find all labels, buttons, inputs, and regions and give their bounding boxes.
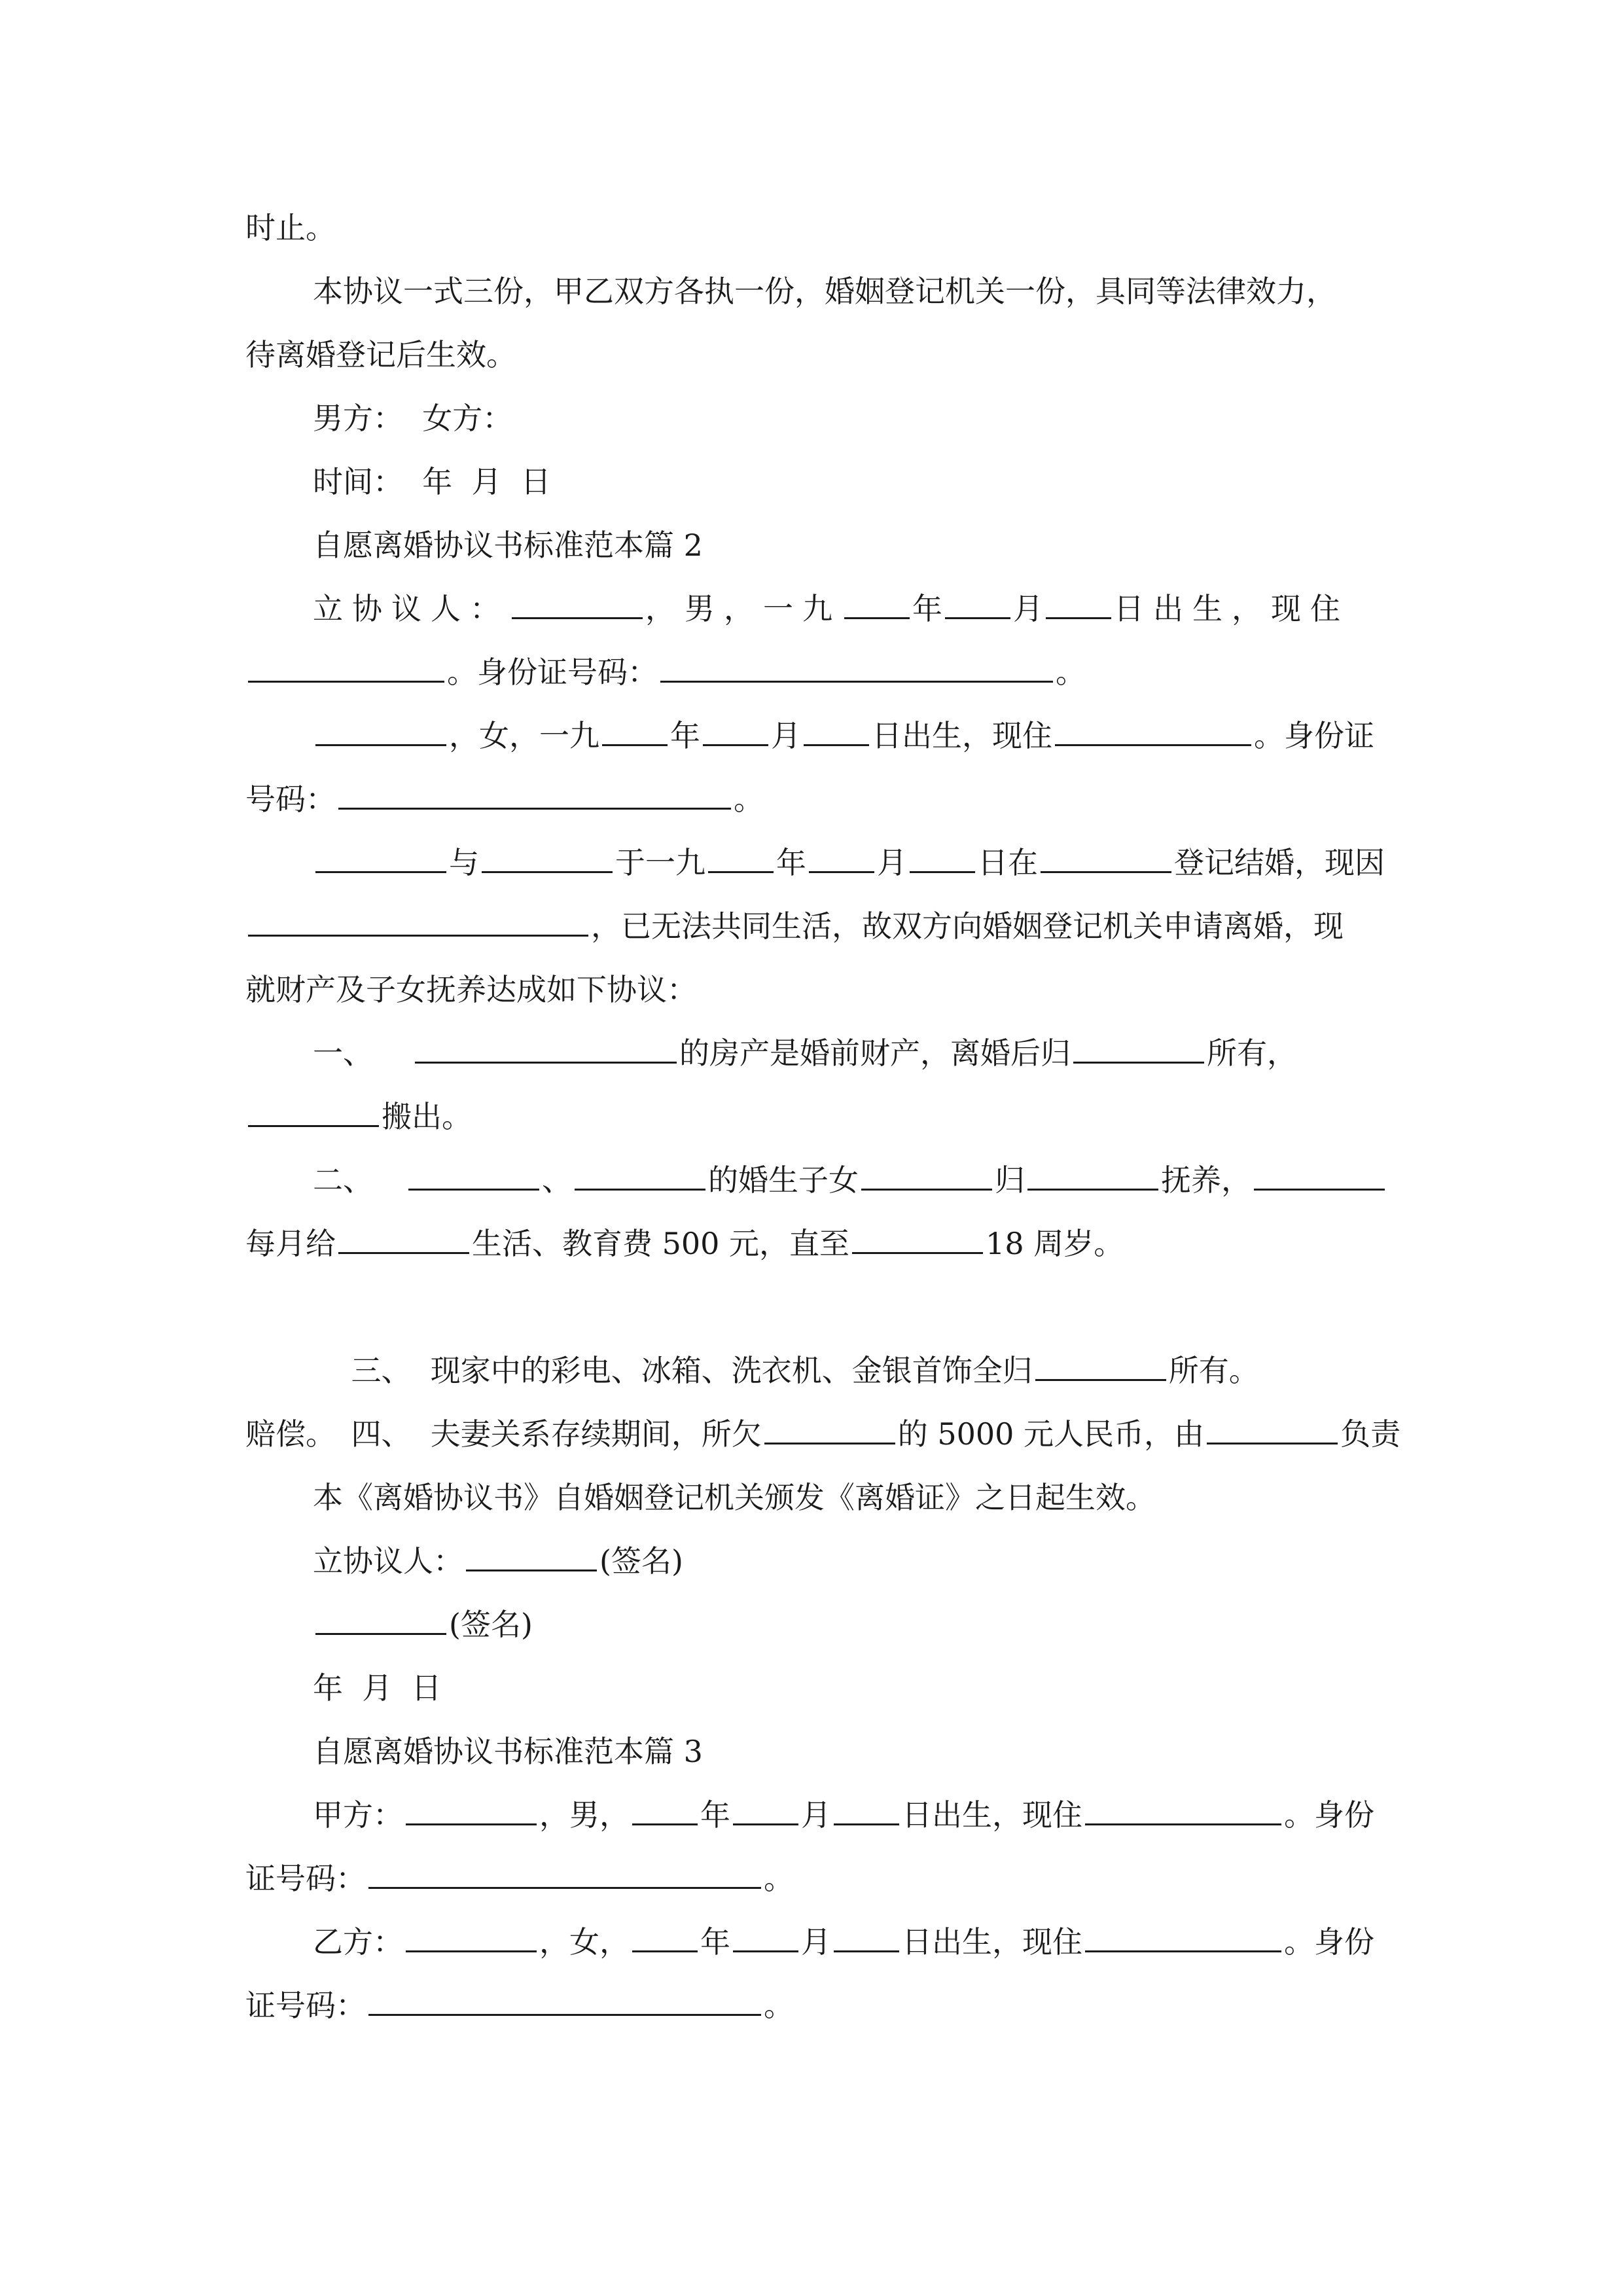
blank-field[interactable] — [733, 1797, 798, 1825]
blank-field[interactable] — [482, 845, 613, 873]
section-heading-2: 自愿离婚协议书标准范本篇 2 — [313, 528, 703, 563]
blank-field[interactable] — [834, 1797, 899, 1825]
effective-clause: 本《离婚协议书》自婚姻登记机关颁发《离婚证》之日起生效。 — [313, 1480, 1156, 1515]
party-a-line: 甲方： ，男， 年 月 日出生，现住 。身份 — [313, 1797, 1374, 1833]
blank-field[interactable] — [512, 591, 643, 619]
text-line-3: 待离婚登记后生效。 — [245, 337, 516, 372]
party-line-female-cont: 号码： 。 — [245, 781, 764, 817]
blank-field[interactable] — [733, 1924, 798, 1952]
agreement-intro: 就财产及子女抚养达成如下协议： — [245, 972, 697, 1007]
blank-field[interactable] — [415, 1035, 677, 1064]
blank-field[interactable] — [315, 718, 446, 746]
document-page — [245, 196, 1423, 2037]
marriage-line-cont: ，已无法共同生活，故双方向婚姻登记机关申请离婚，现 — [245, 895, 1423, 958]
blank-field[interactable] — [1046, 591, 1111, 619]
text-line-1: 时止。 — [245, 210, 336, 245]
blank-field[interactable] — [1254, 1162, 1385, 1191]
party-line-male: 立协议人： ，男，一九 年 月 日出生，现住 — [313, 591, 1349, 626]
signer-line-1: 立协议人： (签名) — [313, 1543, 683, 1579]
clause-4-cont: 赔偿。 — [245, 1416, 336, 1452]
party-line-male-cont: 。身份证号码： 。 — [245, 641, 1423, 704]
blank-field[interactable] — [368, 1988, 761, 2016]
blank-field[interactable] — [406, 1797, 537, 1825]
party-b-line: 乙方： ，女， 年 月 日出生，现住 。身份 — [313, 1924, 1374, 1960]
blank-field[interactable] — [632, 1797, 698, 1825]
section-heading-3: 自愿离婚协议书标准范本篇 3 — [313, 1734, 703, 1769]
clause-2-cont: 每月给 生活、教育费 500 元，直至 18 周岁。 — [245, 1226, 1124, 1261]
party-line-female: ，女，一九 年 月 日出生，现住 。身份证 — [245, 704, 1423, 768]
blank-field[interactable] — [1027, 1162, 1158, 1191]
signature-blank[interactable] — [466, 1543, 597, 1571]
blank-field[interactable] — [338, 781, 731, 810]
blank-field[interactable] — [708, 845, 774, 873]
blank-field[interactable] — [406, 1924, 537, 1952]
date-line-2: 年 月 日 — [313, 1670, 442, 1706]
blank-field[interactable] — [248, 655, 444, 683]
clause-1: 一、 的房产是婚前财产，离婚后归 所有， — [313, 1035, 1297, 1071]
blank-field[interactable] — [844, 591, 910, 619]
blank-field[interactable] — [1073, 1035, 1204, 1064]
signature-parties: 男方： 女方： — [313, 401, 513, 436]
blank-field[interactable] — [764, 1416, 895, 1444]
clause-4: 四、 夫妻关系存续期间，所欠 的 5000 元人民币，由 负责 — [351, 1416, 1401, 1452]
blank-field[interactable] — [408, 1162, 539, 1191]
blank-field[interactable] — [632, 1924, 698, 1952]
blank-field[interactable] — [1085, 1924, 1281, 1952]
blank-field[interactable] — [804, 718, 869, 746]
blank-field[interactable] — [1207, 1416, 1338, 1444]
blank-field[interactable] — [248, 1099, 379, 1127]
blank-field[interactable] — [861, 1162, 992, 1191]
marriage-line: 与 于一九 年 月 日在 登记结婚，现因 — [245, 831, 1423, 895]
blank-field[interactable] — [703, 718, 768, 746]
text-line-2: 本协议一式三份，甲乙双方各执一份，婚姻登记机关一份，具同等法律效力， — [313, 274, 1336, 309]
clause-1-cont: 搬出。 — [245, 1085, 1423, 1149]
blank-field[interactable] — [338, 1226, 469, 1254]
blank-field[interactable] — [852, 1226, 983, 1254]
date-line: 时间： 年 月 日 — [313, 464, 551, 499]
blank-field[interactable] — [910, 845, 975, 873]
blank-field[interactable] — [248, 908, 588, 937]
blank-field[interactable] — [1041, 845, 1171, 873]
signature-blank[interactable] — [315, 1607, 446, 1635]
blank-field[interactable] — [602, 718, 668, 746]
blank-field[interactable] — [945, 591, 1010, 619]
blank-field[interactable] — [1055, 718, 1251, 746]
blank-field[interactable] — [1035, 1353, 1166, 1381]
blank-field[interactable] — [660, 655, 1053, 683]
blank-field[interactable] — [315, 845, 446, 873]
blank-field[interactable] — [834, 1924, 899, 1952]
party-b-line-cont: 证号码： 。 — [245, 1988, 794, 2023]
party-a-line-cont: 证号码： 。 — [245, 1861, 794, 1896]
blank-field[interactable] — [575, 1162, 705, 1191]
blank-field[interactable] — [368, 1861, 761, 1889]
blank-field[interactable] — [809, 845, 874, 873]
clause-2: 二、 、 的婚生子女 归 抚养， — [245, 1149, 1423, 1212]
clause-3: 三、 现家中的彩电、冰箱、洗衣机、金银首饰全归 所有。 — [351, 1353, 1259, 1388]
blank-field[interactable] — [1085, 1797, 1281, 1825]
signer-line-2: (签名) — [245, 1593, 1423, 1657]
